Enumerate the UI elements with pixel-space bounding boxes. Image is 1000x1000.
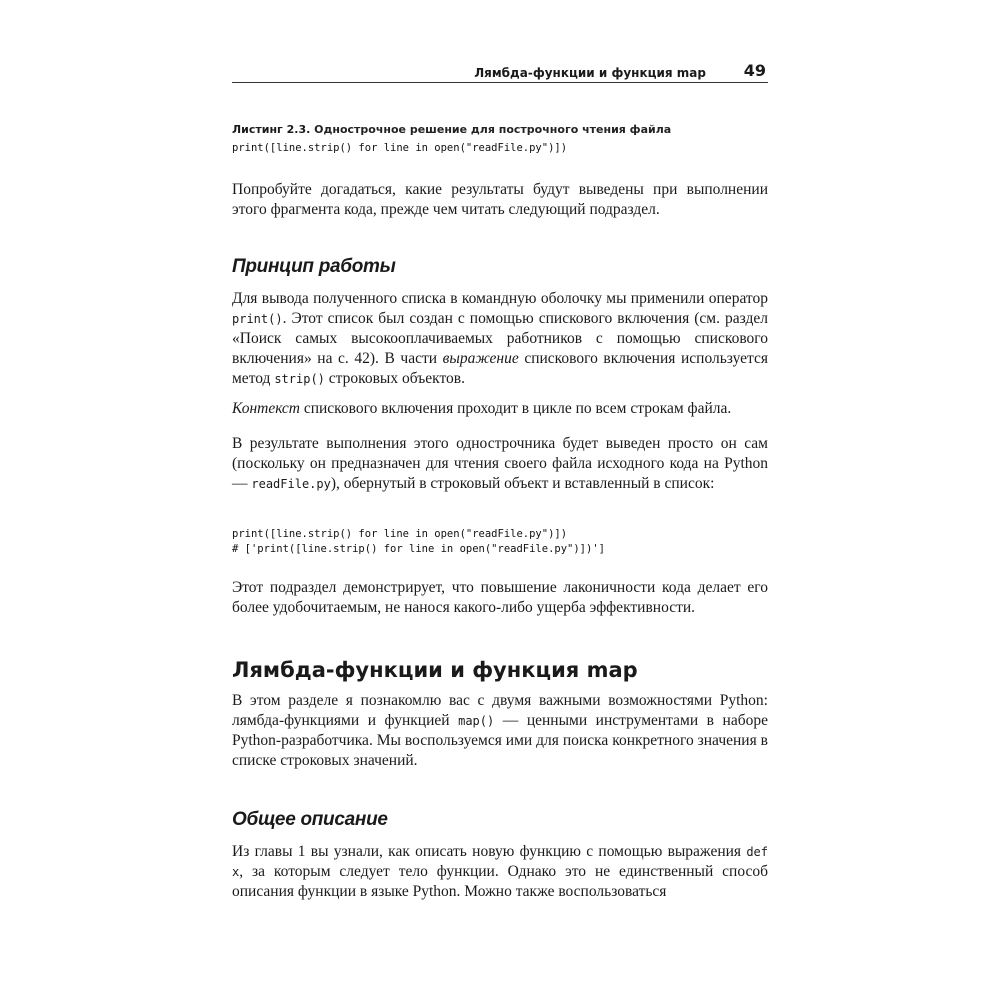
inline-code-readfile: readFile.py: [251, 477, 331, 491]
listing-label: Листинг 2.3.: [232, 123, 311, 136]
paragraph-intro: Попробуйте догадаться, какие результаты будут выведены при выполнении этого фрагмента кода, прежде чем читать следующий подраздел.: [232, 181, 768, 218]
paragraph-context: Контекст спискового включения проходит в цикле по всем строкам файла.: [232, 400, 732, 417]
listing-caption: [232, 123, 768, 137]
paragraph-conclusion: Этот подраздел демонстрирует, что повышение лаконичности кода делает его более удобочитаемым, не нанося какого-либо ущерба эффективности.: [232, 579, 768, 616]
listing-code: print([line.strip() for line in open("readFile.py")]): [232, 142, 568, 154]
running-header: [232, 60, 768, 83]
inline-code-map: map(): [458, 714, 495, 728]
running-title: Лямбда-функции и функция map: [474, 66, 706, 80]
emphasis-expression: выражение: [442, 350, 519, 367]
paragraph-overview: Из главы 1 вы узнали, как описать новую функцию с помощью выражения def x, за которым следует тело функции. Однако это не единственный способ описания функции в языке Python. Можно также воспользоваться: [232, 843, 768, 900]
code-line: # ['print([line.strip() for line in open("readFile.py")])']: [232, 543, 605, 555]
heading-lambda-map: Лямбда-функции и функция map: [232, 658, 638, 682]
page-number: 49: [743, 61, 766, 80]
inline-code-strip: strip(): [274, 372, 325, 386]
paragraph-result: В результате выполнения этого однострочника будет выведен просто он сам (поскольку он предназначен для чтения своего файла исходного кода на Python — readFile.py), обернутый в строковый объект и вставленный в список:: [232, 435, 768, 492]
subheading-overview: Общее описание: [232, 809, 388, 830]
emphasis-context: Контекст: [232, 400, 300, 417]
paragraph-explanation: Для вывода полученного списка в командную оболочку мы применили оператор print(). Этот список был создан с помощью спискового включения (см. раздел «Поиск самых высокооплачиваемых работников с помощью спискового включения» на с. 42). В части выражение спискового включения используется метод strip() строковых объектов.: [232, 290, 768, 387]
code-line: print([line.strip() for line in open("readFile.py")]): [232, 528, 568, 540]
listing-title: Однострочное решение для построчного чтения файла: [310, 123, 672, 136]
paragraph-lambda-intro: В этом разделе я познакомлю вас с двумя важными возможностями Python: лямбда-функциями и функцией map() — ценными инструментами в наборе Python-разработчика. Мы воспользуемся ими для поиска конкретного значения в списке строковых значений.: [232, 692, 768, 769]
inline-code-def: def x: [232, 845, 768, 879]
code-example: [232, 527, 768, 557]
subheading-how-it-works: Принцип работы: [232, 256, 396, 277]
inline-code-print: print(): [232, 312, 283, 326]
